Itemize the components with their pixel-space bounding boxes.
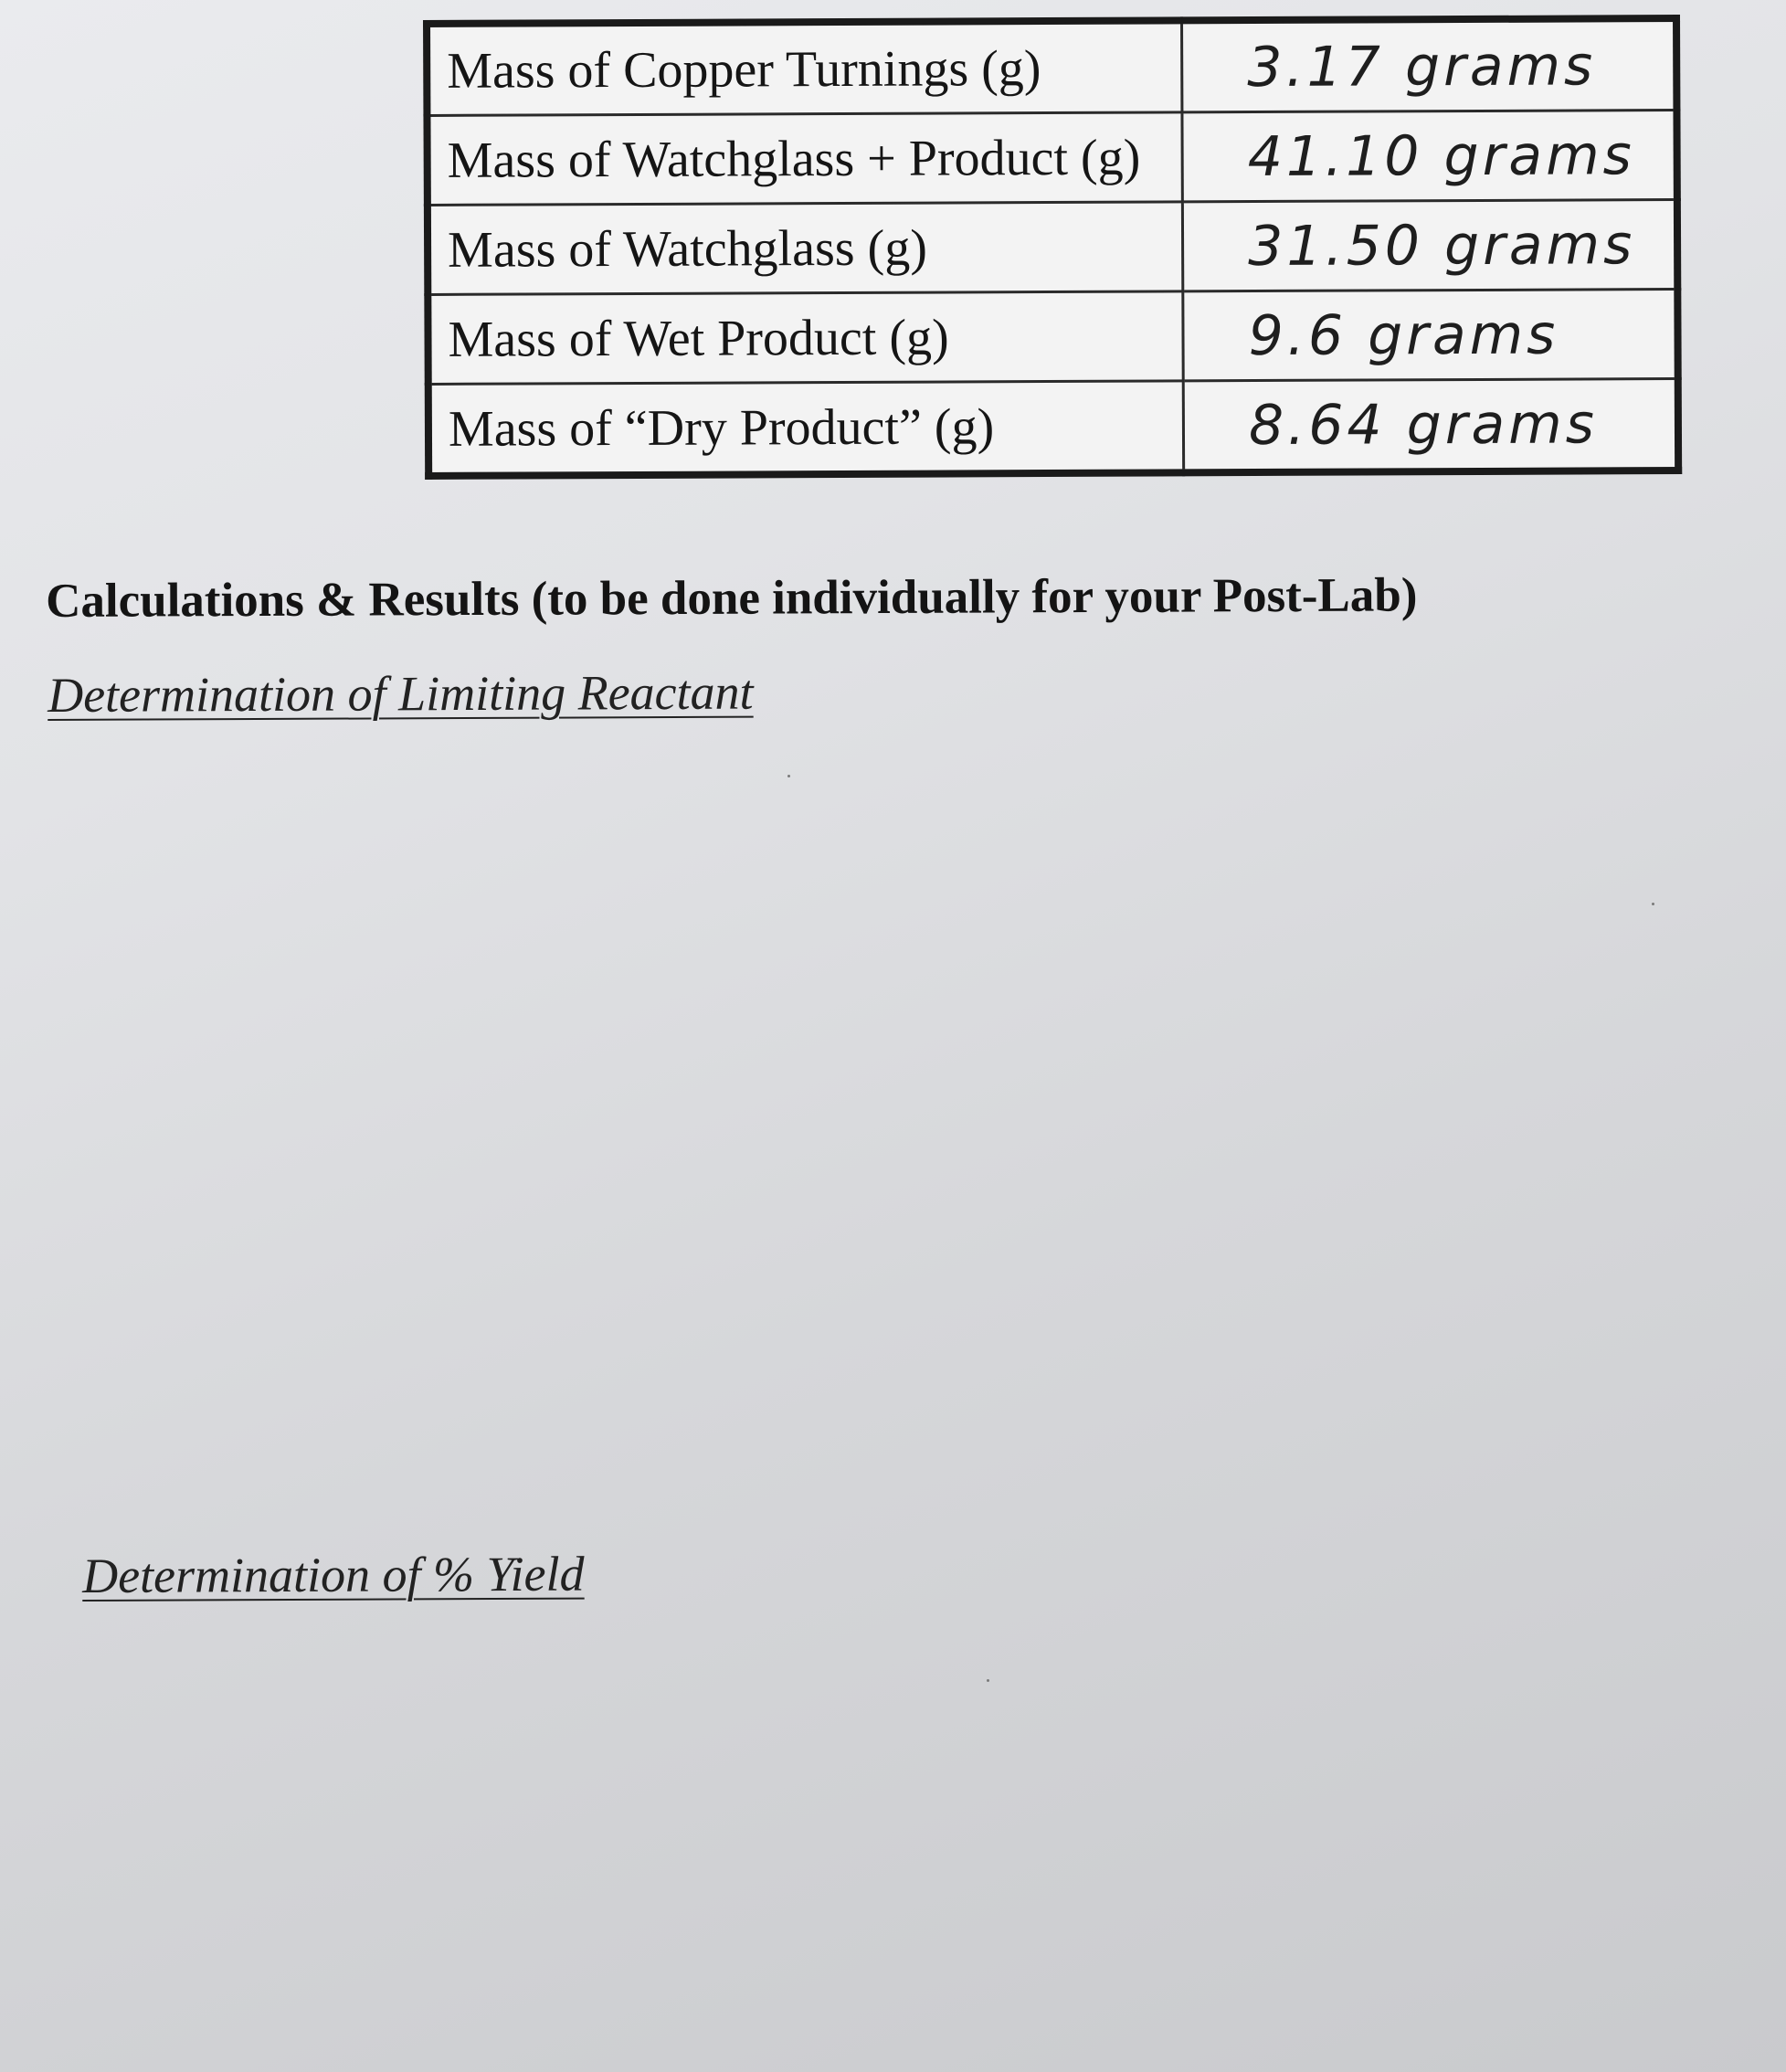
lab-data-table	[423, 15, 1682, 480]
row-value-dry-product: 8.64 grams	[1183, 379, 1678, 473]
row-value-watchglass-plus-product: 41.10 grams	[1182, 111, 1677, 202]
percent-yield-heading: Determination of % Yield	[82, 1546, 585, 1603]
table-row	[428, 200, 1677, 295]
row-value-copper-turnings: 3.17 grams	[1182, 18, 1677, 112]
row-label-dry-product: Mass of “Dry Product” (g)	[428, 381, 1184, 476]
paper-speck	[1652, 903, 1654, 905]
paper-speck	[987, 1679, 989, 1682]
row-label-watchglass-plus-product: Mass of Watchglass + Product (g)	[427, 112, 1182, 206]
table-row	[427, 111, 1676, 206]
table-row	[428, 379, 1678, 476]
row-value-wet-product: 9.6 grams	[1183, 290, 1678, 381]
limiting-reactant-heading: Determination of Limiting Reactant	[48, 664, 754, 723]
row-value-watchglass: 31.50 grams	[1182, 200, 1677, 291]
row-label-watchglass: Mass of Watchglass (g)	[428, 202, 1183, 295]
row-label-wet-product: Mass of Wet Product (g)	[428, 291, 1183, 385]
calculations-heading: Calculations & Results (to be done individually for your Post-Lab)	[46, 568, 1418, 628]
table-row	[427, 18, 1676, 115]
paper-speck	[787, 775, 790, 777]
table-row	[428, 290, 1677, 385]
row-label-copper-turnings: Mass of Copper Turnings (g)	[427, 20, 1182, 115]
